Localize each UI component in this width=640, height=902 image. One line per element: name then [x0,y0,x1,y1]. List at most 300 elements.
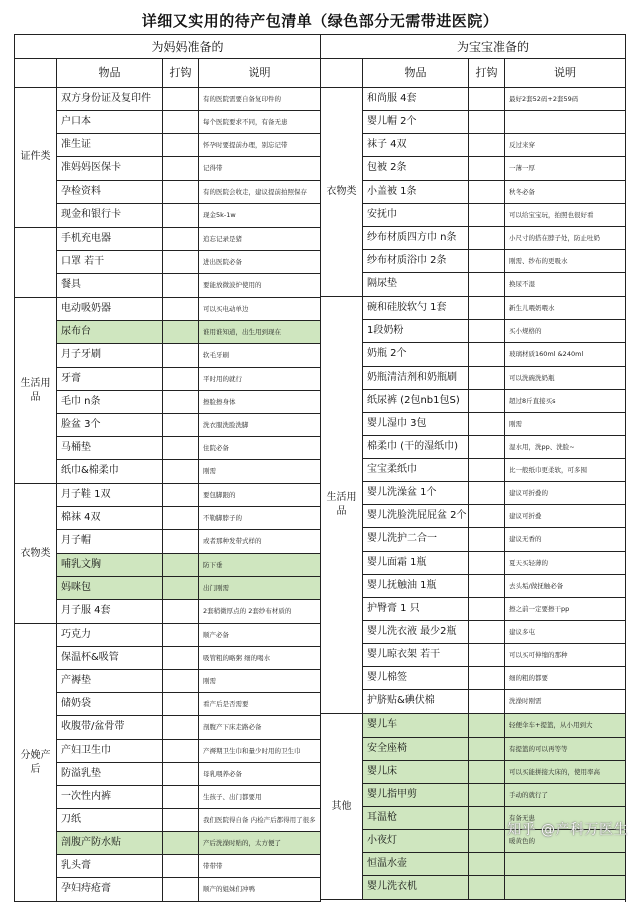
item-note: 有的医院会收走，建议提前拍照保存 [203,187,307,196]
baby-groups [321,88,625,900]
item-name: 纸巾&棉柔巾 [57,460,163,483]
check-cell[interactable] [469,552,505,574]
item-name: 现金和银行卡 [57,204,163,227]
item-note [505,876,625,899]
check-cell[interactable] [469,297,505,319]
item-name: 户口本 [57,111,163,133]
item-note: 比一般纸巾更柔软，可多囤 [509,466,587,474]
check-cell[interactable] [163,740,199,762]
checklist-row [57,763,320,786]
checklist-row [363,413,625,436]
item-note: 住院必备 [203,443,229,452]
item-note: 要能放微波炉使用的 [203,281,262,289]
check-cell[interactable] [469,830,505,852]
check-cell[interactable] [163,181,199,203]
check-cell[interactable] [469,784,505,806]
check-cell[interactable] [469,111,505,133]
item-name: 哺乳文胸 [57,554,163,576]
item-name: 奶瓶清洁剂和奶瓶刷 [363,367,469,389]
category-label [15,228,57,297]
item-note: 或者那种发带式样的 [203,537,262,546]
item-note: 谁用谁知道，出生用到现在 [203,328,281,337]
check-cell[interactable] [163,251,199,273]
mom-header: 为妈妈准备的 [15,35,320,59]
check-cell[interactable] [163,274,199,297]
check-cell[interactable] [163,624,199,646]
item-name: 乳头膏 [57,855,163,877]
checklist-row [57,693,320,716]
check-cell[interactable] [469,667,505,689]
item-note: 夏天买轻薄的 [509,558,548,567]
item-column-header: 物品 [363,59,469,87]
item-note: 有的医院需要自备复印件的 [203,95,281,103]
category-group [15,88,320,228]
check-cell[interactable] [469,227,505,249]
item-name: 小夜灯 [363,830,469,852]
item-note: 刚需 [203,677,216,686]
check-cell[interactable] [469,644,505,666]
item-name: 双方身份证及复印件 [57,88,163,110]
checklist-row [57,157,320,180]
checklist-row [363,784,625,807]
checklist-row [57,600,320,623]
item-name: 口罩 若干 [57,251,163,273]
item-note: 带带带 [203,862,223,871]
check-cell[interactable] [163,228,199,250]
item-name: 婴儿湿巾 3包 [363,413,469,435]
item-note: 不勒脚脖子的 [203,514,242,523]
checklist-row [57,855,320,878]
item-name: 碗和硅胶软勺 1套 [363,297,469,319]
note-column-header: 说明 [248,66,271,79]
item-note: 现金5k-1w [203,210,236,219]
item-name: 收腹带/盆骨带 [57,716,163,738]
item-name: 1段奶粉 [363,320,469,342]
checklist-sheet [14,8,626,902]
item-name: 牙膏 [57,368,163,390]
check-cell[interactable] [163,460,199,483]
item-note: 一薄一厚 [509,164,535,173]
checklist-row [363,297,625,320]
check-cell[interactable] [469,181,505,203]
item-note: 可以给宝宝玩，拍照也很好看 [509,210,594,219]
item-note: 看产后是否需要 [203,700,249,709]
check-cell[interactable] [163,577,199,599]
category-label: 衣物类 [321,88,363,296]
item-note: 湿水用，洗pp、洗脸~ [509,442,575,451]
check-cell[interactable] [469,320,505,342]
check-cell[interactable] [163,344,199,366]
item-note: 去头垢/做抚触必备 [509,581,564,590]
checklist-row [57,391,320,414]
item-name: 安抚巾 [363,204,469,226]
item-note: 产褥期卫生巾和量少时用的卫生巾 [203,746,301,755]
checklist-row [363,761,625,784]
checklist-row [57,507,320,530]
checklist-row [363,598,625,621]
item-note: 小尺寸的搭在脖子处，防止吐奶 [509,233,600,242]
item-note: 买小规格的 [509,327,542,336]
check-cell[interactable] [163,157,199,179]
checklist-row [57,251,320,274]
checklist-row [363,88,625,111]
item-note: 顺产必备 [203,630,229,639]
checklist-row [57,647,320,670]
check-cell[interactable] [163,391,199,413]
item-name: 棉袜 4双 [57,507,163,529]
item-name: 手机充电器 [57,228,163,250]
group-rows [363,297,625,713]
item-name: 护臀膏 1 只 [363,598,469,620]
item-note: 刚需 [509,419,522,428]
checklist-row [57,111,320,134]
item-name: 婴儿晾衣架 若干 [363,644,469,666]
item-name: 准妈妈医保卡 [57,157,163,179]
check-cell[interactable] [163,484,199,506]
checklist-row [57,670,320,693]
check-cell[interactable] [163,855,199,877]
check-cell[interactable] [469,157,505,179]
item-name: 棉柔巾 (干的湿纸巾) [363,436,469,458]
checklist-row [363,528,625,551]
group-rows [57,484,320,623]
item-note: 顺产的姐妹们冲鸭 [203,885,255,894]
item-name: 婴儿洗衣机 [363,876,469,899]
category-column-header [321,59,363,87]
item-name: 电动吸奶器 [57,298,163,320]
item-column-header: 物品 [57,59,163,87]
checklist-row [363,367,625,390]
checklist-row [57,298,320,321]
check-cell[interactable] [469,204,505,226]
category-group [321,714,625,900]
group-rows [363,714,625,899]
checklist-row [57,554,320,577]
category-group [15,624,320,902]
item-note: 追忘记录是猪 [203,234,242,243]
item-note: 刚需、纱布的更吸水 [509,256,568,265]
item-name: 护脐贴&碘伏棉 [363,690,469,713]
item-note: 建议可折叠 [509,512,542,521]
check-cell[interactable] [469,134,505,156]
item-note: 出门刚需 [203,583,229,592]
check-cell[interactable] [469,459,505,481]
item-note: 洗衣服洗脸洗脚 [203,420,249,429]
item-name: 剖腹产防水贴 [57,832,163,854]
check-cell[interactable] [469,621,505,643]
checklist-row [363,644,625,667]
group-rows [57,228,320,297]
item-name: 婴儿床 [363,761,469,783]
item-note: 母乳喂养必备 [203,769,242,778]
item-note [505,111,625,133]
checklist-row [363,505,625,528]
checklist-row [363,552,625,575]
checklist-row [57,437,320,460]
checklist-row [57,344,320,367]
baby-column-headers [321,59,625,88]
checklist-row [57,274,320,297]
item-name: 包被 2条 [363,157,469,179]
check-cell[interactable] [469,761,505,783]
item-name: 孕妇痔疮膏 [57,878,163,901]
checklist-row [57,740,320,763]
check-cell[interactable] [163,321,199,343]
item-name: 婴儿洗澡盆 1个 [363,482,469,504]
group-rows [363,88,625,296]
check-column-header: 打钩 [469,59,505,87]
group-rows [57,88,320,227]
checklist-row [57,624,320,647]
checklist-row [57,484,320,507]
check-cell[interactable] [469,343,505,365]
item-name: 餐具 [57,274,163,297]
checklist-row [57,88,320,111]
check-cell[interactable] [469,738,505,760]
item-name: 隔尿垫 [363,273,469,296]
check-cell[interactable] [163,716,199,738]
item-name: 月子牙刷 [57,344,163,366]
item-name: 脸盆 3个 [57,414,163,436]
check-cell[interactable] [163,809,199,831]
item-name: 一次性内裤 [57,786,163,808]
item-name: 小盖被 1条 [363,181,469,203]
check-cell[interactable] [163,554,199,576]
item-name: 耳温枪 [363,807,469,829]
check-cell[interactable] [163,437,199,459]
item-name: 婴儿车 [363,714,469,736]
checklist-row [57,577,320,600]
zhihu-watermark: 知乎 @产科万医生 [507,822,628,838]
checklist-row [57,878,320,901]
checklist-row [363,876,625,899]
item-note: 吸管粗的略粥 细的喝水 [203,654,271,662]
mom-column-headers [15,59,320,88]
check-cell[interactable] [469,807,505,829]
checklist-row [57,832,320,855]
item-name: 毛巾 n条 [57,391,163,413]
check-column-header: 打钩 [163,59,199,87]
item-name: 纱布材质四方巾 n条 [363,227,469,249]
item-note: 产后洗澡时贴的，太方便了 [203,839,281,847]
mom-groups [15,88,320,902]
check-cell[interactable] [163,507,199,529]
item-note: 反过来穿 [509,141,535,150]
checklist-row [363,621,625,644]
item-note: 最好2套52码+2套59码 [509,95,579,103]
item-name: 月子帽 [57,530,163,552]
category-column-header [15,59,57,87]
check-cell[interactable] [163,832,199,854]
category-group [321,88,625,297]
checklist-row [363,157,625,180]
item-name: 婴儿指甲剪 [363,784,469,806]
item-note: 生孩子、出门都要用 [203,792,262,801]
check-cell[interactable] [163,786,199,808]
item-name: 纱布材质浴巾 2条 [363,250,469,272]
item-note: 暖黄色的 [509,837,535,845]
item-name: 婴儿帽 2个 [363,111,469,133]
checklist-row [363,111,625,134]
check-cell[interactable] [469,482,505,504]
item-note [505,853,625,875]
checklist-row [57,181,320,204]
item-name: 妈咪包 [57,577,163,599]
checklist-row [363,320,625,343]
item-note: 要包脚跟的 [203,491,236,500]
check-cell[interactable] [163,763,199,785]
check-cell[interactable] [469,390,505,412]
checklist-row [363,714,625,737]
checklist-row [57,134,320,157]
check-cell[interactable] [469,853,505,875]
item-note: 每个医院要求不同，有备无患 [203,118,288,127]
check-cell[interactable] [163,414,199,436]
item-note: 进出医院必备 [203,257,242,266]
item-name: 防溢乳垫 [57,763,163,785]
checklist-row [363,390,625,413]
item-note: 玻璃材质160ml &240ml [509,350,584,359]
check-cell[interactable] [163,647,199,669]
checklist-row [57,204,320,227]
item-note: 可以买电动单边 [203,305,249,314]
check-cell[interactable] [469,598,505,620]
item-note: 建议多屯 [509,627,535,636]
item-name: 刀纸 [57,809,163,831]
baby-section [320,34,626,902]
check-cell[interactable] [469,690,505,713]
mom-section [14,34,320,902]
item-name: 恒温水壶 [363,853,469,875]
checklist-row [363,204,625,227]
item-note: 新生儿喂奶喂水 [509,304,555,313]
group-rows [57,624,320,902]
category-group [15,484,320,624]
check-cell[interactable] [163,368,199,390]
item-note: 细的粗的都要 [509,674,548,683]
category-label: 证件类 [15,88,57,227]
category-label: 其他 [321,714,363,899]
item-name: 和尚服 4套 [363,88,469,110]
check-cell[interactable] [163,878,199,901]
checklist-row [363,459,625,482]
check-cell[interactable] [469,876,505,899]
item-name: 马桶垫 [57,437,163,459]
check-cell[interactable] [163,530,199,552]
item-note: 剖腹产下床走路必备 [203,723,262,732]
note-column-header: 说明 [554,66,576,79]
item-name: 产妇卫生巾 [57,740,163,762]
checklist-row [57,368,320,391]
check-cell[interactable] [163,134,199,156]
item-note: 可以买可伸缩的那种 [509,651,568,659]
check-cell[interactable] [469,528,505,550]
item-note: 换尿不湿 [509,280,535,288]
item-note: 怀孕时要提前办理，别忘记带 [203,141,288,150]
item-note: 平时用的就行 [203,374,242,383]
check-cell[interactable] [469,575,505,597]
category-label: 分娩产后 [15,624,57,902]
item-note: 刚需 [203,467,216,475]
item-note: 秋冬必备 [509,187,535,196]
check-cell[interactable] [163,88,199,110]
check-cell[interactable] [163,298,199,320]
item-name: 婴儿抚触油 1瓶 [363,575,469,597]
check-cell[interactable] [469,367,505,389]
item-note: 记得带 [203,164,223,173]
item-note: 洗澡时刚需 [509,697,542,706]
check-cell[interactable] [163,693,199,715]
checklist-row [57,460,320,483]
item-note: 擦脸擦身体 [203,397,236,406]
check-cell[interactable] [469,250,505,272]
checklist-row [363,667,625,690]
baby-header: 为宝宝准备的 [321,35,625,59]
check-cell[interactable] [163,111,199,133]
category-label: 衣物类 [15,484,57,623]
item-note: 我们医院得自备 内检产后都得用了很多 [203,815,316,824]
category-group [321,297,625,714]
check-cell[interactable] [469,505,505,527]
checklist-row [57,321,320,344]
item-name: 产褥垫 [57,670,163,692]
page-title: 详细又实用的待产包清单（绿色部分无需带进医院） [141,12,499,30]
item-note: 建议无香的 [509,535,542,544]
check-cell[interactable] [469,273,505,296]
item-note: 超过8斤直接买s [509,396,556,405]
item-name: 婴儿棉签 [363,667,469,689]
item-name: 孕检资料 [57,181,163,203]
checklist-row [57,786,320,809]
item-note: 可以洗碗洗奶瓶 [509,373,555,382]
item-name: 婴儿洗护二合一 [363,528,469,550]
checklist-row [363,343,625,366]
checklist-row [363,690,625,713]
item-note: 手动的就行了 [509,790,548,799]
checklist-row [57,809,320,832]
item-name: 月子服 4套 [57,600,163,623]
category-label: 生活用品 [15,298,57,483]
checklist-row [57,414,320,437]
item-note: 防下垂 [203,560,223,569]
item-note: 有备无患 [509,813,535,822]
item-name: 宝宝柔纸巾 [363,459,469,481]
category-label: 生活用品 [321,297,363,713]
check-cell[interactable] [163,600,199,623]
item-name: 婴儿洗衣液 最少2瓶 [363,621,469,643]
item-note: 软毛牙刷 [203,351,229,360]
item-name: 储奶袋 [57,693,163,715]
checklist-row [57,716,320,739]
check-cell[interactable] [469,88,505,110]
check-cell[interactable] [469,413,505,435]
checklist-row [363,482,625,505]
checklist-row [363,227,625,250]
item-name: 准生证 [57,134,163,156]
item-note: 轻便伞车+提篮，从小用到大 [509,721,593,730]
item-note: 擦之前一定要擦干pp [509,604,570,613]
check-cell[interactable] [163,204,199,227]
item-note: 建议可折叠的 [509,489,548,498]
item-name: 婴儿洗脸洗屁屁盆 2个 [363,505,469,527]
check-cell[interactable] [469,436,505,458]
item-name: 纸尿裤 (2包nb1包S) [363,390,469,412]
check-cell[interactable] [163,670,199,692]
checklist-table [14,34,626,902]
item-name: 保温杯&吸管 [57,647,163,669]
checklist-row [363,738,625,761]
check-cell[interactable] [469,714,505,736]
